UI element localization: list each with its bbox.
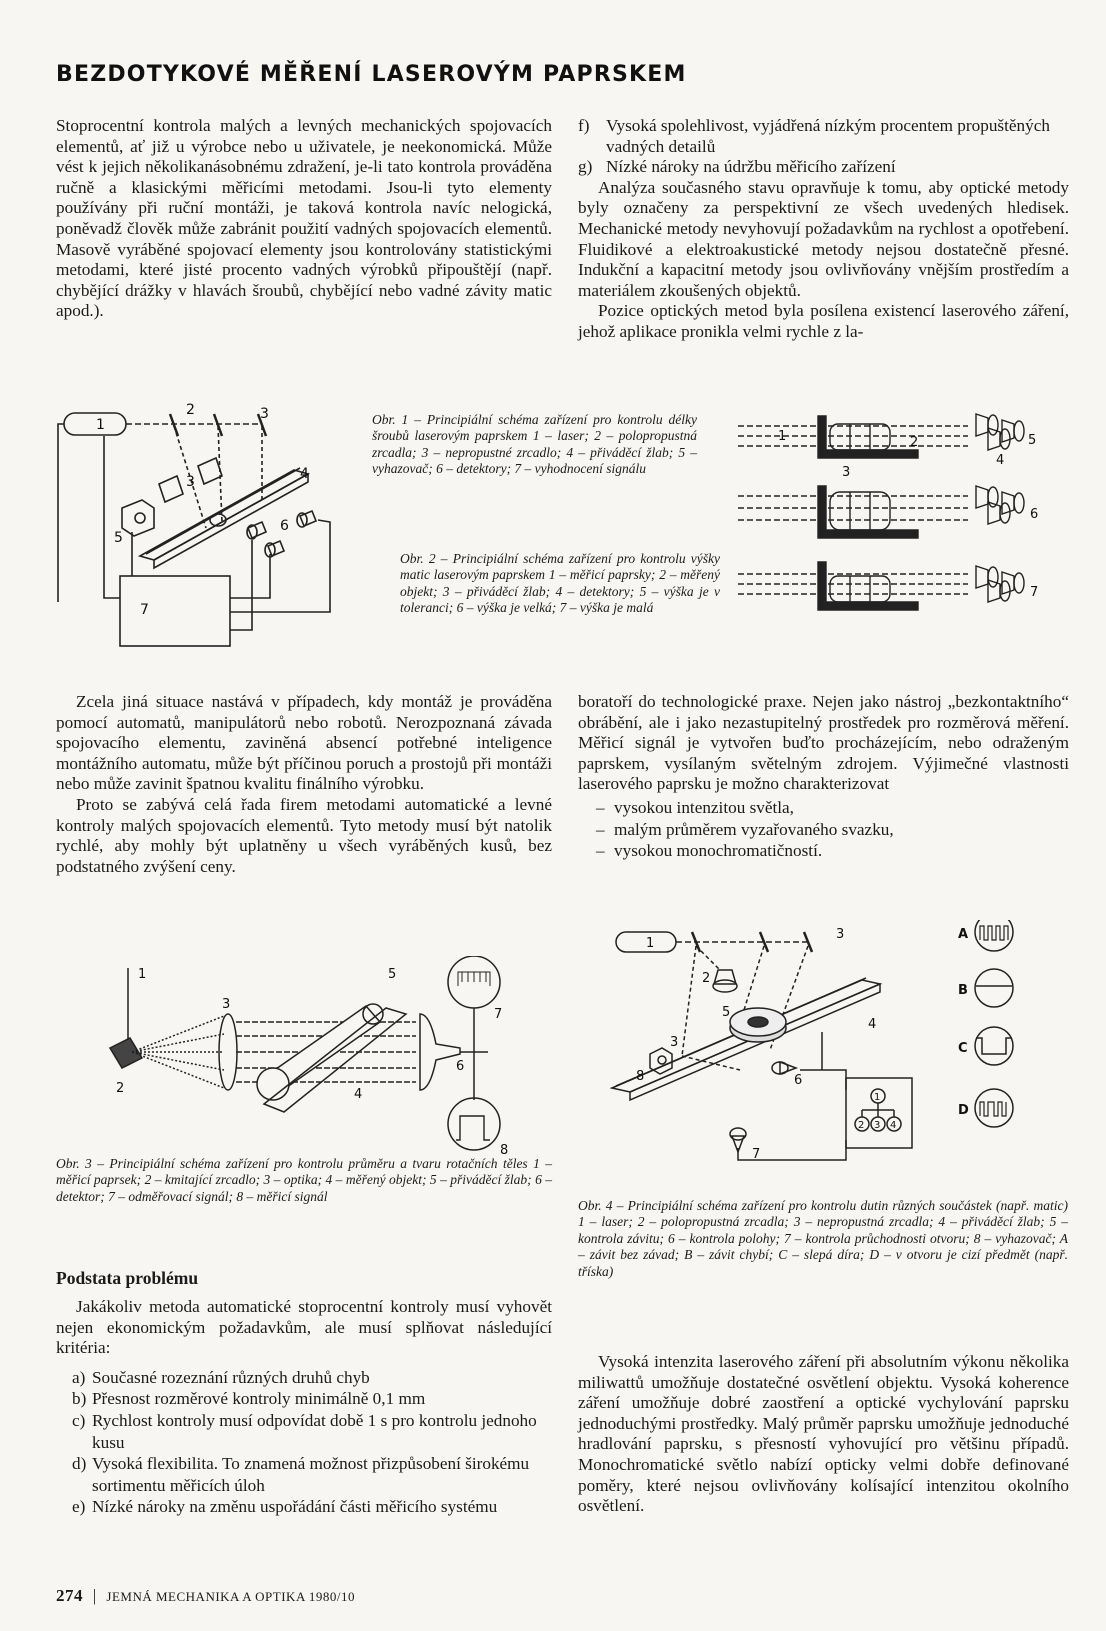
figure-3-diagram — [96, 956, 516, 1156]
journal-name: JEMNÁ MECHANIKA A OPTIKA 1980/10 — [106, 1589, 355, 1604]
fig2-label-7: 7 — [1030, 585, 1039, 600]
list-item: g) Nízké nároky na údržbu měřicího zařízení — [578, 157, 896, 177]
fig2-label-5: 5 — [1028, 433, 1037, 448]
left-column-middle — [56, 692, 552, 877]
list-item: – vysokou intenzitou světla, — [596, 797, 794, 817]
fig4-label-5: 5 — [722, 1005, 731, 1020]
list-item: – vysokou monochromatičností. — [596, 841, 823, 861]
left-column-bottom — [56, 1268, 552, 1518]
optical-methods-paragraph: Pozice optických metod byla posílena existencí laserového záření, jehož aplikace pronikla velmi rychle z la- — [578, 301, 1069, 341]
section-heading: Podstata problému — [56, 1268, 199, 1288]
right-column-middle — [578, 692, 1069, 862]
figure-1-diagram — [56, 402, 356, 682]
fig4-box-label-3: 3 — [874, 1120, 881, 1131]
fig4-label-D: D — [958, 1103, 969, 1118]
laser-intensity-paragraph: Vysoká intenzita laserového záření při absolutním výkonu několika miliwattů umožňuje dostatečné osvětlení objektu. Vysoká koherence záření umožňuje dobré zaostření a optické vychylování paprsku jednoduchými prostředky. Malý průměr paprsku umožňuje jednoduché hradlování paprsku, s přesností vyhovující pro většinu případů. Monochromatické světlo nabízí opticky velmi dobře definované poměry, které nejsou ovlivňovány kolísající intenzitou okolního osvětlení. — [578, 1352, 1069, 1516]
fig4-label-3a: 3 — [836, 927, 845, 942]
fig1-label-6: 6 — [280, 518, 289, 534]
fig4-label-7: 7 — [752, 1147, 761, 1162]
figure-2-diagram — [738, 410, 1058, 630]
article-title: BEZDOTYKOVÉ MĚŘENÍ LASEROVÝM PAPRSKEM — [56, 62, 687, 87]
fig4-label-A: A — [958, 927, 969, 942]
fig2-label-1: 1 — [778, 429, 787, 444]
right-column-top — [578, 116, 1069, 343]
criteria-list-fg — [578, 116, 1069, 178]
analysis-paragraph: Analýza současného stavu opravňuje k tomu, aby optické metody byly označeny za perspektivní ze všech uvedených hledisek. Mechanické metody nevyhovují požadavkům na rychlost a opotřebení. Fluidikové a elektroakustické metody nejsou dostatečně přesné. Indukční a kapacitní metody jsou ovlivňovány vnějším prostředím a materiálem zkoušených objektů. — [578, 177, 1069, 300]
fig2-label-3: 3 — [842, 465, 851, 480]
fig3-label-6: 6 — [456, 1059, 465, 1074]
list-item: d) Vysoká flexibilita. To znamená možnost přizpůsobení širokému sortimentu měřicích úloh — [72, 1454, 530, 1495]
figure-4-diagram — [610, 920, 1040, 1180]
list-item: f) Vysoká spolehlivost, vyjádřená nízkým procentem propuštěných vadných detailů — [578, 116, 1050, 156]
fig4-label-3b: 3 — [670, 1035, 679, 1050]
laser-properties-list — [578, 797, 1069, 862]
list-item: b) Přesnost rozměrové kontroly minimálně 0,1 mm — [72, 1389, 426, 1409]
fig4-label-4: 4 — [868, 1017, 877, 1032]
fig4-box-label-4: 4 — [890, 1120, 897, 1131]
fig2-label-4: 4 — [996, 453, 1005, 468]
figure-1-caption: Obr. 1 – Principiální schéma zařízení pro kontrolu délky šroubů laserovým paprskem 1 – laser; 2 – polopropustná zrcadla; 3 – nepropustné zrcadlo; 4 – přiváděcí žlab; 5 – vyhazovač; 6 – detektory; 7 – vyhodnocení signálu — [372, 412, 697, 477]
fig1-label-3b: 3 — [186, 474, 195, 490]
fig4-box-label-2: 2 — [858, 1120, 865, 1131]
fig1-label-1: 1 — [96, 417, 105, 433]
fig1-label-5: 5 — [114, 530, 123, 546]
companies-paragraph: Proto se zabývá celá řada firem metodami automatické a levné kontroly malých spojovacích elementů. Tyto metody musí být natolik rychlé, aby mohly být uplatněny u všech vyráběných kusů, bez podstatného zvýšení ceny. — [56, 794, 552, 876]
list-item: e) Nízké nároky na změnu uspořádání části měřicího systému — [72, 1497, 498, 1517]
fig1-label-4: 4 — [300, 466, 309, 482]
criteria-list-ae — [56, 1367, 552, 1518]
laser-application-paragraph: boratoří do technologické praxe. Nejen jako nástroj „bezkontaktního“ obrábění, ale i jako nezastupitelný prostředek pro rozměrová měření. Měřicí signál je vytvořen buďto procházejícím, nebo odraženým paprskem, vysílaným světelným zdrojem. Výjimečné vlastnosti laserového paprsku je možno charakterizovat — [578, 692, 1069, 794]
fig2-label-2: 2 — [910, 435, 919, 450]
figure-4-caption: Obr. 4 – Principiální schéma zařízení pro kontrolu dutin různých součástek (např. matic) 1 – laser; 2 – polopropustná zrcadla; 3 – nepropustná zrcadla; 4 – přiváděcí žlab; 5 – kontrola závitu; 6 – kontrola polohy; 7 – kontrola průchodnosti otvoru; 8 – vyhazovač; A – závit bez závad; B – závit chybí; C – slepá díra; D – v otvoru je cizí předmět (např. tříska) — [578, 1198, 1068, 1279]
fig3-label-3: 3 — [222, 997, 231, 1012]
list-item: a) Současné rozeznání různých druhů chyb — [72, 1367, 370, 1387]
list-item: – malým průměrem vyzařovaného svazku, — [596, 819, 894, 839]
fig4-label-B: B — [958, 983, 968, 998]
fig4-label-1: 1 — [646, 936, 655, 951]
fig1-label-2: 2 — [186, 402, 195, 418]
fig2-label-6: 6 — [1030, 507, 1039, 522]
fig3-label-7: 7 — [494, 1007, 503, 1022]
fig3-label-8: 8 — [500, 1143, 509, 1156]
fig3-label-4: 4 — [354, 1087, 363, 1102]
automation-paragraph: Zcela jiná situace nastává v případech, kdy montáž je prováděna pomocí automatů, manipulátorů nebo robotů. Nerozpoznaná závada spojovacího elementu, zaviněná absencí potřebné inteligence montážního automatu, může být příčinou poruch a prostojů při montáži nebo může zavinit špatnou kvalitu finálního výrobku. — [56, 692, 552, 794]
fig4-label-6: 6 — [794, 1073, 803, 1088]
fig4-label-8: 8 — [636, 1069, 645, 1084]
fig4-label-C: C — [958, 1041, 968, 1056]
figure-2-caption: Obr. 2 – Principiální schéma zařízení pro kontrolu výšky matic laserovým paprskem 1 – měřicí paprsky; 2 – měřený objekt; 3 – přiváděcí žlab; 4 – detektory; 5 – výška je v toleranci; 6 – výška je velká; 7 – výška je malá — [400, 551, 720, 616]
problem-paragraph: Jakákoliv metoda automatické stoprocentní kontroly musí vyhovět nejen ekonomickým požadavkům, ale musí splňovat následující kritéria: — [56, 1297, 552, 1358]
fig4-box-label-1: 1 — [874, 1092, 881, 1103]
fig3-label-2: 2 — [116, 1081, 125, 1096]
fig3-label-5: 5 — [388, 967, 397, 982]
intro-paragraph: Stoprocentní kontrola malých a levných mechanických spojovacích elementů, ať již u výrobce nebo u uživatele, je neekonomická. Může vést k jejich několikanásobnému zdražení, je-li tato kontrola prováděna ručně a klasickými měřicími metodami. Jsou-li tyto elementy používány při ruční montáži, je taková kontrola navíc nelogická, poněvadž člověk může zabránit použití vadných spojovacích elementů. Masově vyráběné spojovací elementy jsou kontrolovány statistickými metodami, které jisté procento vadných výrobků připouštějí (např. chybějící drážky v hlavách šroubů, chybějící nebo vadné závity matic apod.). — [56, 116, 552, 321]
fig1-label-7: 7 — [140, 602, 149, 618]
fig1-label-3a: 3 — [260, 406, 269, 422]
fig4-label-2: 2 — [702, 971, 711, 986]
fig3-label-1: 1 — [138, 967, 147, 982]
page-number: 274 — [56, 1586, 83, 1605]
page-footer: 274 | JEMNÁ MECHANIKA A OPTIKA 1980/10 — [56, 1586, 355, 1605]
figure-3-caption: Obr. 3 – Principiální schéma zařízení pro kontrolu průměru a tvaru rotačních těles 1 – měřicí paprsek; 2 – kmitající zrcadlo; 3 – optika; 4 – měřený objekt; 5 – přiváděcí žlab; 6 – detektor; 7 – odměřovací signál; 8 – měřicí signál — [56, 1156, 552, 1204]
list-item: c) Rychlost kontroly musí odpovídat době 1 s pro kontrolu jednoho kusu — [72, 1410, 537, 1452]
